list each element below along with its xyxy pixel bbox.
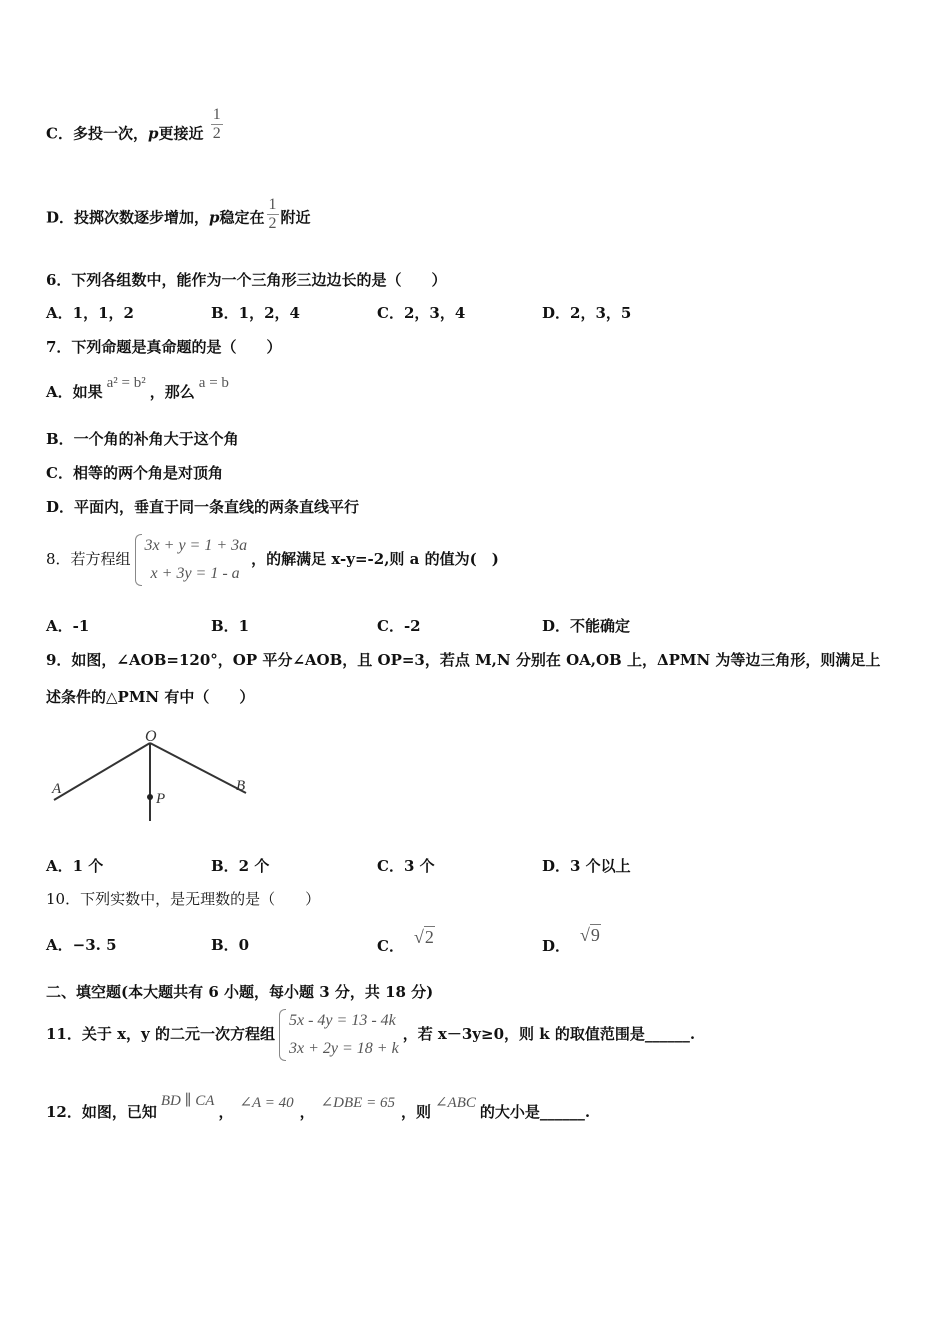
q7-stem-text: 7．下列命题是真命题的是（ ） — [46, 338, 282, 356]
q5-option-c-var: p — [147, 124, 159, 143]
q7-option-a-mid: ，那么 — [149, 383, 195, 401]
ray-ob — [150, 743, 246, 793]
section-heading: 二、填空题(本大题共有 6 小题，每小题 3 分，共 18 分) — [46, 983, 434, 1001]
equation-2: x + 3y = 1 - a — [150, 565, 240, 582]
q6-option-b: B．1，2，4 — [211, 304, 300, 322]
q7-option-b: B．一个角的补角大于这个角 — [46, 430, 239, 448]
q7-option-a — [46, 375, 229, 403]
equation-1: 5x - 4y = 13 - 4k — [288, 1012, 396, 1029]
ray-oa — [54, 743, 150, 800]
equation-system — [135, 532, 248, 588]
point-p — [147, 794, 153, 800]
q8-option-d: D．不能确定 — [542, 617, 631, 635]
equation-system — [279, 1007, 399, 1063]
q8-prefix: 8．若方程组 — [46, 550, 131, 568]
q10-option-c — [377, 927, 435, 956]
q12-math-bd-parallel-ca: BD ∥ CA — [160, 1093, 215, 1109]
q9-stem-line1: 9．如图，∠AOB=120°，OP 平分∠AOB，且 OP=3，若点 M,N 分别在 OA,OB 上，ΔPMN 为等边三角形，则满足上 — [46, 651, 881, 669]
q8-option-a: A．-1 — [46, 617, 90, 635]
q12-math-angle-abc: ∠ABC — [434, 1095, 476, 1111]
q10-stem — [46, 889, 320, 909]
equation-1: 3x + y = 1 + 3a — [144, 537, 248, 554]
q8-stem — [46, 530, 499, 588]
q9-option-d: D．3 个以上 — [542, 857, 631, 875]
q12-mid: ，则 — [400, 1103, 431, 1121]
q9-option-c: C．3 个 — [377, 857, 435, 875]
q5-option-d-label: D．投掷次数逐步增加， — [46, 208, 210, 227]
q5-option-d — [46, 196, 311, 237]
fraction-num: 1 — [212, 106, 221, 123]
q10-option-d — [542, 925, 601, 956]
q6-option-a: A．1，1，2 — [46, 304, 134, 322]
q7-option-c: C．相等的两个角是对顶角 — [46, 464, 223, 482]
q12-stem: 12．如图，已知BD ∥ CA， ∠A = 40 ， ∠DBE = 65 ，则 ∠ABC 的大小是______. — [46, 1093, 591, 1121]
q12-prefix: 12．如图，已知 — [46, 1103, 157, 1121]
angle-aob-figure — [46, 725, 266, 830]
q5-option-c-label: C．多投一次， — [46, 124, 148, 143]
q12-math-angle-dbe: ∠DBE = 65 — [320, 1095, 395, 1111]
q6-option-d: D．2，3，5 — [542, 304, 632, 322]
q8-option-b: B．1 — [211, 617, 250, 635]
q11-suffix: ，若 x－3y≥0，则 k 的取值范围是______. — [402, 1025, 696, 1043]
q10-option-c-label: C． — [377, 937, 404, 955]
q10-option-a: A．−3. 5 — [46, 936, 117, 954]
q5-option-c — [46, 106, 225, 153]
q11-prefix: 11．关于 x，y 的二元一次方程组 — [46, 1025, 275, 1043]
sqrt-radicand: 9 — [590, 925, 600, 945]
q10-stem-text: 10．下列实数中，是无理数的是（ ） — [46, 890, 321, 908]
q7-stem — [46, 337, 281, 357]
label-p: P — [156, 791, 166, 807]
q7-option-a-label: A．如果 — [46, 383, 103, 401]
q10-option-d-label: D． — [542, 937, 571, 955]
q6-option-c: C．2，3，4 — [377, 304, 466, 322]
q5-option-d-var: p — [209, 208, 220, 227]
fraction-one-half — [211, 106, 223, 143]
q9-option-b: B．2 个 — [211, 857, 270, 875]
equation-2: 3x + 2y = 18 + k — [288, 1040, 399, 1057]
sqrt-2: √2 — [413, 927, 434, 947]
q6-stem — [46, 270, 446, 290]
label-b: B — [236, 778, 246, 794]
q9-stem-line2: 述条件的△PMN 有中（ ） — [46, 688, 255, 706]
q6-stem-text: 6．下列各组数中，能作为一个三角形三边边长的是（ ） — [46, 271, 447, 289]
fraction-den: 2 — [212, 125, 221, 142]
sqrt-9: √9 — [580, 925, 600, 945]
q12-math-angle-a: ∠A = 40 — [239, 1095, 294, 1111]
fraction-num: 1 — [268, 196, 277, 213]
label-a: A — [52, 781, 62, 797]
q12-suffix: 的大小是______. — [479, 1103, 591, 1121]
q5-option-d-text: 稳定在 — [219, 208, 265, 227]
q8-suffix: ，的解满足 x-y=-2,则 a 的值为( ) — [251, 550, 499, 568]
q7-option-a-math1: a² = b² — [106, 375, 146, 391]
label-o: O — [145, 728, 157, 745]
q11-stem — [46, 1005, 695, 1063]
q10-option-b: B．0 — [211, 936, 250, 954]
q7-option-a-math2: a = b — [198, 375, 229, 391]
sqrt-radicand: 2 — [424, 927, 434, 947]
fraction-den: 2 — [268, 215, 277, 232]
q9-option-a: A．1 个 — [46, 857, 104, 875]
q8-option-c: C．-2 — [377, 617, 421, 635]
q5-option-d-tail: 附近 — [280, 208, 311, 227]
q7-option-d: D．平面内，垂直于同一条直线的两条直线平行 — [46, 498, 360, 516]
q5-option-c-text: 更接近 — [158, 124, 204, 143]
fraction-one-half — [267, 196, 279, 233]
